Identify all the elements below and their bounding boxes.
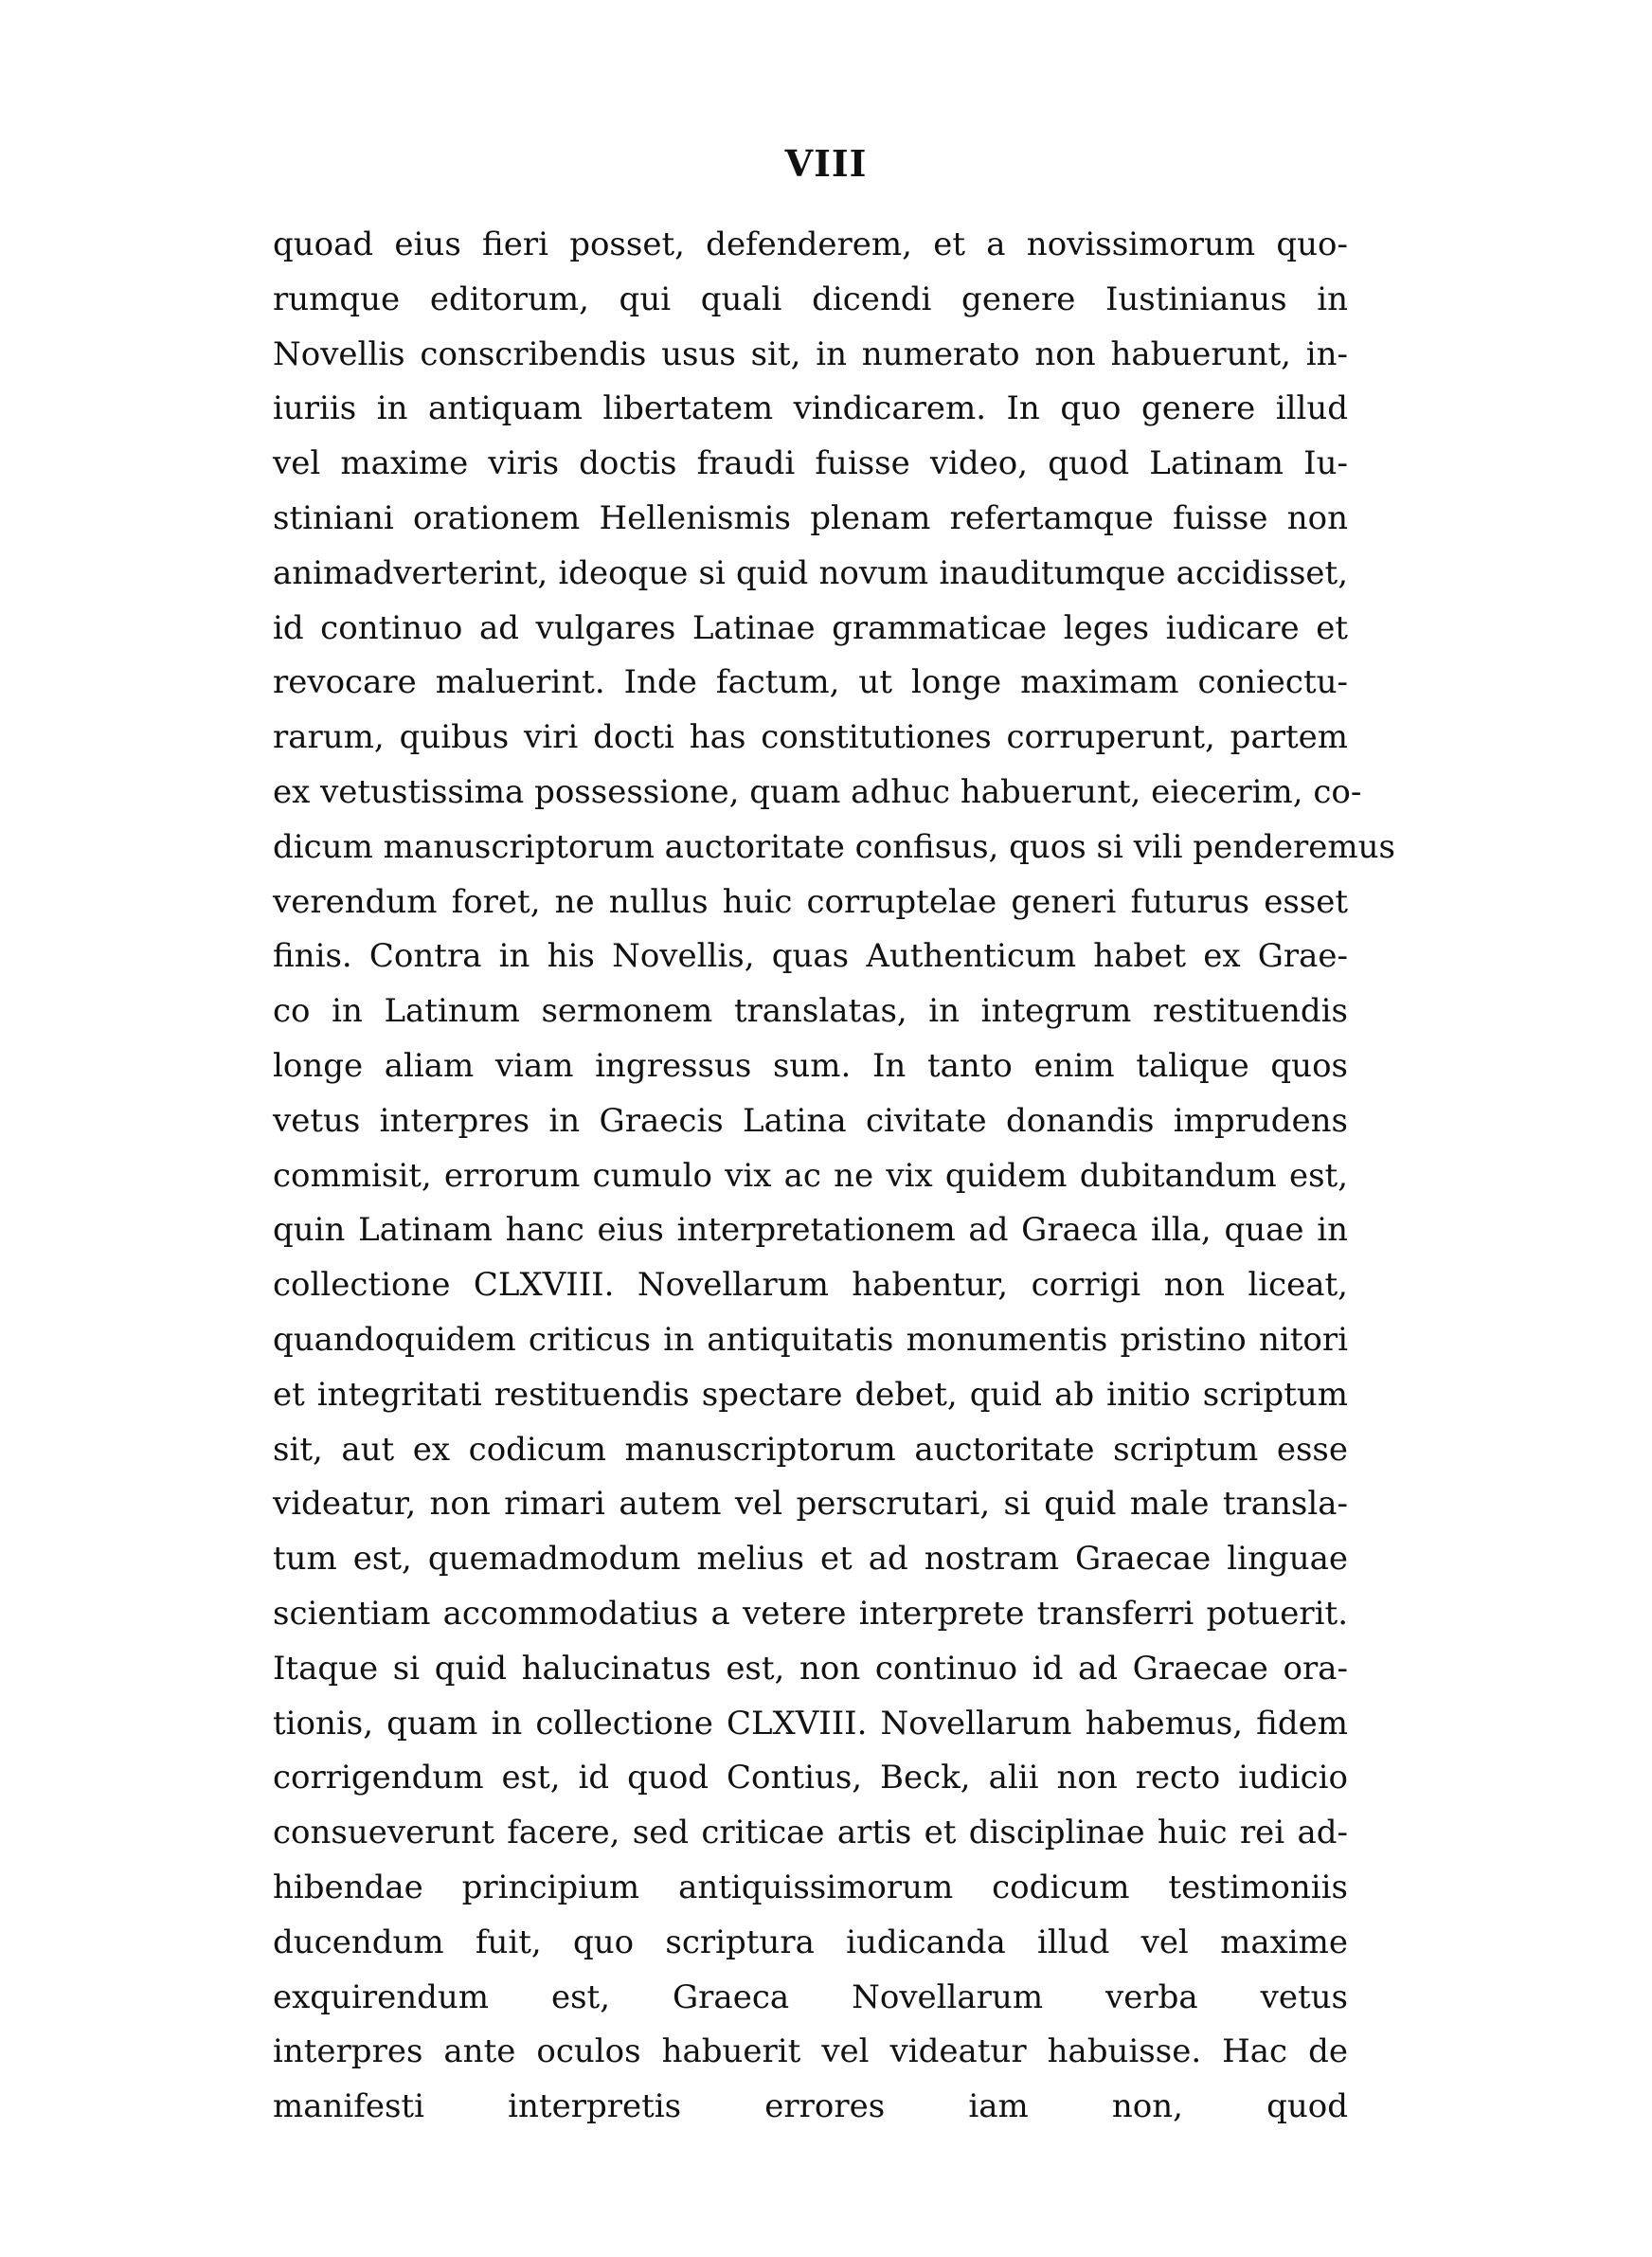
text-line: vetus interpres in Graecis Latina civitate donandis imprudens (273, 1101, 1348, 1140)
text-line: tionis, quam in collectione CLXVIII. Novellarum habemus, fidem (273, 1704, 1348, 1742)
text-line: corrigendum est, id quod Contius, Beck, alii non recto iudicio (273, 1759, 1348, 1797)
text-line: consueverunt facere, sed criticae artis et disciplinae huic rei ad- (273, 1814, 1348, 1852)
text-line: dicum manuscriptorum auctoritate confisus, quos si vili penderemus (273, 827, 1395, 866)
text-line: hibendae principium antiquissimorum codicum testimoniis (273, 1868, 1348, 1906)
text-line: vel maxime viris doctis fraudi fuisse video, quod Latinam Iu- (273, 444, 1348, 483)
text-line: co in Latinum sermonem translatas, in integrum restituendis (273, 992, 1348, 1031)
text-line: commisit, errorum cumulo vix ac ne vix quidem dubitandum est, (273, 1156, 1348, 1195)
text-line: manifesti interpretis errores iam non, quod (273, 2087, 1348, 2126)
text-line: rumque editorum, qui quali dicendi genere Iustinianus in (273, 280, 1348, 318)
text-line: videatur, non rimari autem vel perscrutari, si quid male transla- (273, 1485, 1348, 1524)
text-line: et integritati restituendis spectare debet, quid ab initio scriptum (273, 1375, 1348, 1414)
text-line: exquirendum est, Graeca Novellarum verba vetus (273, 1977, 1348, 2016)
text-line: ducendum fuit, quo scriptura iudicanda illud vel maxime (273, 1923, 1348, 1961)
text-line: quandoquidem criticus in antiquitatis monumentis pristino nitori (273, 1320, 1348, 1359)
text-line: id continuo ad vulgares Latinae grammaticae leges iudicare et (273, 608, 1348, 647)
text-line: rarum, quibus viri docti has constitutiones corruperunt, partem (273, 718, 1348, 757)
text-line: quoad eius fieri posset, defenderem, et a novissimorum quo- (273, 226, 1348, 263)
text-line: Itaque si quid halucinatus est, non continuo id ad Graecae ora- (273, 1649, 1348, 1688)
text-line: verendum foret, ne nullus huic corruptelae generi futurus esset (273, 882, 1348, 921)
text-line: Novellis conscribendis usus sit, in numerato non habuerunt, in- (273, 334, 1348, 373)
text-line: collectione CLXVIII. Novellarum habentur, corrigi non liceat, (273, 1266, 1348, 1305)
text-line: quin Latinam hanc eius interpretationem ad Graeca illa, quae in (273, 1211, 1348, 1250)
text-line: sit, aut ex codicum manuscriptorum auctoritate scriptum esse (273, 1430, 1348, 1469)
text-line: interpres ante oculos habuerit vel videatur habuisse. Hac de (273, 2032, 1348, 2071)
text-line: stiniani orationem Hellenismis plenam refertamque fuisse non (273, 498, 1348, 537)
body-text (273, 218, 1395, 2135)
text-line: ex vetustissima possessione, quam adhuc habuerunt, eiecerim, co- (273, 772, 1362, 811)
text-line: finis. Contra in his Novellis, quas Authenticum habet ex Grae- (273, 937, 1348, 976)
text-line: iuriis in antiquam libertatem vindicarem. In quo genere illud (273, 389, 1348, 428)
text-line: animadverterint, ideoque si quid novum inauditumque accidisset, (273, 553, 1348, 592)
text-line: scientiam accommodatius a vetere interprete transferri potuerit. (273, 1594, 1348, 1633)
page-number: VIII (784, 142, 868, 185)
text-line: revocare maluerint. Inde factum, ut longe maximam coniectu- (273, 663, 1348, 702)
text-line: tum est, quemadmodum melius et ad nostram Graecae linguae (273, 1540, 1348, 1579)
text-line: longe aliam viam ingressus sum. In tanto enim talique quos (273, 1046, 1348, 1085)
